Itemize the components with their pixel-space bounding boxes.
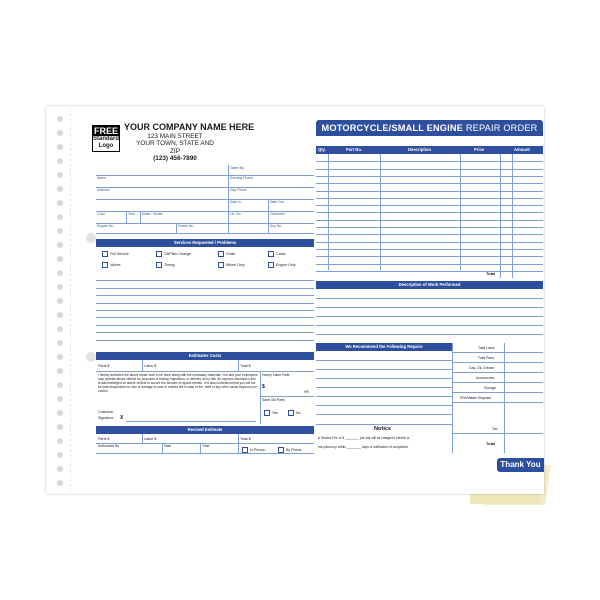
service-oil-filter[interactable]: Oil/Filter Change (156, 251, 191, 257)
save-old-parts-label: Save Old Parts (262, 398, 285, 402)
odometer-label: Odometer (270, 212, 286, 216)
ruled-line (316, 161, 543, 162)
pin-feed-hole (57, 270, 63, 276)
estimates-section (96, 360, 314, 424)
ruled-line (96, 332, 314, 333)
total-labor-label: Total Labor (478, 346, 495, 350)
thank-you-tab: Thank You (497, 458, 544, 472)
ruled-line (316, 249, 543, 250)
service-full-service[interactable]: Full Service (102, 251, 129, 257)
pin-feed-hole (57, 438, 63, 444)
epa-waste-label: EPA/Waste Disposal (460, 396, 491, 400)
year-label: Year (128, 212, 135, 216)
binder-hole (86, 352, 96, 362)
save-yes[interactable]: Yes (264, 410, 278, 416)
parts-table-rows (316, 154, 543, 270)
est-total-label: Total $ (240, 364, 251, 368)
rev-labor-label: Labor $ (144, 437, 157, 441)
company-phone: (123) 456-7890 (153, 155, 197, 163)
notice-title: Notice (374, 426, 392, 432)
rev-parts-label: Parts $ (98, 437, 110, 441)
perforation-line (70, 108, 71, 492)
storage-label: Storage (484, 386, 496, 390)
signature-x: X (120, 415, 124, 421)
recommend-header: We Recommend the Following Repairs (316, 343, 452, 351)
pin-feed-hole (57, 172, 63, 178)
ruled-line (316, 176, 543, 177)
lic-no-label: Lic. No. (230, 212, 242, 216)
ruled-line (316, 256, 543, 257)
amount-header: Amount (514, 147, 530, 152)
in-person-option[interactable]: In Person (242, 447, 265, 453)
binder-hole (86, 233, 96, 243)
pin-feed-hole (57, 340, 63, 346)
ruled-line (316, 191, 543, 192)
qty-header: Qty. (318, 147, 326, 152)
description-header: Description (408, 147, 432, 152)
recommend-lines (316, 351, 452, 423)
ruled-line (316, 405, 452, 406)
ruled-line (316, 234, 543, 235)
ruled-line (316, 396, 452, 397)
hourly-rate-label: Hourly Labor Rate (262, 373, 290, 377)
logo-text: Standard (93, 136, 120, 142)
pin-feed-hole (57, 480, 63, 486)
ruled-line (96, 303, 314, 304)
authorized-by-label: Authorized By (98, 444, 120, 448)
ruled-line (316, 220, 543, 221)
service-engine-only[interactable]: Engine Only (268, 262, 296, 268)
pin-feed-hole (57, 186, 63, 192)
address-label: Address (97, 188, 110, 192)
work-performed-header: Description of Work Performed (316, 281, 543, 289)
taken-by-label: Taken By (230, 166, 244, 170)
ruled-line (316, 387, 452, 388)
pin-feed-hole (57, 396, 63, 402)
ruled-line (316, 298, 543, 299)
ruled-line (316, 378, 452, 379)
ruled-line (316, 414, 452, 415)
grand-total-label: Total (486, 441, 496, 446)
ruled-line (316, 183, 543, 184)
signature-label: Signature (98, 416, 114, 420)
name-label: Name (97, 176, 107, 180)
logo-text: FREE (93, 126, 118, 136)
pin-feed-hole (57, 298, 63, 304)
rev-date-label: Date (164, 444, 172, 448)
pin-feed-hole (57, 410, 63, 416)
pin-feed-hole (57, 130, 63, 136)
pin-feed-hole (57, 424, 63, 430)
ruled-line (96, 317, 314, 318)
service-chain[interactable]: Chain (218, 251, 235, 257)
date-out-label: Date Out (270, 200, 284, 204)
rev-total-label: Total $ (240, 437, 251, 441)
logo-text: Logo (98, 143, 114, 149)
authorization-text: I hereby authorize the above repair work to be done along with the necessary materials. You and your employees may operate above vehicle for purposes of testing, inspection, or delivery at my risk. An express mechanic's lien is acknowledged on above vehicle to secure the amount of repairs thereto. It is also understood that you will not be held responsible for loss or damage to cars or articles left in case of fire, theft or any other cause beyond your control. (98, 373, 258, 394)
frame-no-label: Frame No. (178, 224, 195, 228)
totals-column (452, 343, 543, 453)
ruled-line (316, 369, 452, 370)
pin-feed-hole (57, 284, 63, 290)
ruled-line (316, 227, 543, 228)
ruled-line (316, 316, 543, 317)
pin-feed-hole (57, 144, 63, 150)
service-wheel-only[interactable]: Wheel Only (218, 262, 245, 268)
part-no-header: Part No. (346, 147, 363, 152)
pin-feed-hole (57, 466, 63, 472)
est-parts-label: Parts $ (98, 364, 110, 368)
evening-phone-label: Evening Phone (230, 176, 253, 180)
hourly-hr: HR (304, 390, 309, 394)
est-labor-label: Labor $ (144, 364, 157, 368)
pin-feed-hole (57, 382, 63, 388)
parts-table-header (316, 146, 543, 154)
ruled-line (316, 212, 543, 213)
pin-feed-hole (57, 158, 63, 164)
pin-feed-hole (57, 326, 63, 332)
customer-label: Customer (98, 410, 114, 414)
service-carbs[interactable]: Carbs (268, 251, 286, 257)
ruled-line (316, 169, 543, 170)
pin-feed-hole (57, 200, 63, 206)
pin-feed-hole (57, 242, 63, 248)
pin-feed-hole (57, 368, 63, 374)
gas-oil-grease-label: Gas, Oil, Grease (469, 366, 495, 370)
notice-box (316, 424, 452, 454)
pin-feed-hole (57, 256, 63, 262)
day-phone-label: Day Phone (230, 188, 247, 192)
ruled-line (316, 334, 543, 335)
customer-fields (96, 165, 314, 237)
ruled-line (96, 295, 314, 296)
ruled-line (316, 325, 543, 326)
company-street: 123 MAIN STREET (147, 133, 203, 140)
key-no-label: Key No. (270, 224, 283, 228)
tax-label: Tax (492, 427, 498, 431)
ruled-line (316, 242, 543, 243)
price-header: Price (474, 147, 485, 152)
pin-feed-hole (57, 452, 63, 458)
ruled-line (96, 340, 314, 341)
ruled-line (96, 325, 314, 326)
pin-feed-hole (57, 312, 63, 318)
pin-feed-hole (57, 228, 63, 234)
ruled-line (96, 280, 314, 281)
ruled-line (316, 271, 543, 272)
work-performed-lines (316, 289, 543, 343)
pin-feed-hole (57, 354, 63, 360)
ruled-line (316, 264, 543, 265)
problems-lines (96, 273, 314, 347)
standard-logo (92, 125, 120, 152)
ruled-line (96, 310, 314, 311)
services-header: Services Requested / Problems (96, 239, 314, 247)
save-no[interactable]: No (288, 410, 301, 416)
pin-feed-hole (57, 214, 63, 220)
form-title-bold: MOTORCYCLE/SMALL ENGINE (321, 123, 464, 133)
revised-section (96, 434, 314, 454)
service-timing[interactable]: Timing (156, 262, 175, 268)
make-model-label: Make / Model (142, 212, 163, 216)
accessories-label: Accessories (476, 376, 495, 380)
form-title-thin: REPAIR ORDER (465, 123, 538, 133)
pin-feed-hole (57, 116, 63, 122)
ruled-line (316, 360, 452, 361)
service-valves[interactable]: Valves (102, 262, 121, 268)
form-title (316, 120, 543, 136)
ruled-line (316, 198, 543, 199)
notice-line1: A Service Fee of $ ________ per day will be charged if vehicle is (318, 436, 410, 440)
color-label: Color (97, 212, 106, 216)
notice-line2: not picked up within ________ days of notification of completion. (318, 445, 410, 449)
date-in-label: Date In (230, 200, 241, 204)
ruled-line (316, 205, 543, 206)
ruled-line (316, 307, 543, 308)
revised-header: Revised Estimate (96, 426, 314, 434)
company-name: YOUR COMPANY NAME HERE (124, 122, 255, 132)
engine-no-label: Engine No. (97, 224, 114, 228)
hourly-dollar: $ (262, 384, 265, 390)
company-city: YOUR TOWN, STATE AND ZIP (136, 140, 214, 155)
ruled-line (96, 288, 314, 289)
rev-time-label: Time (202, 444, 210, 448)
company-address (136, 133, 214, 163)
parts-total-label: Total (486, 271, 496, 276)
total-parts-label: Total Parts (478, 356, 495, 360)
estimates-header: Estimates Costs (96, 352, 314, 360)
by-phone-option[interactable]: By Phone (278, 447, 302, 453)
